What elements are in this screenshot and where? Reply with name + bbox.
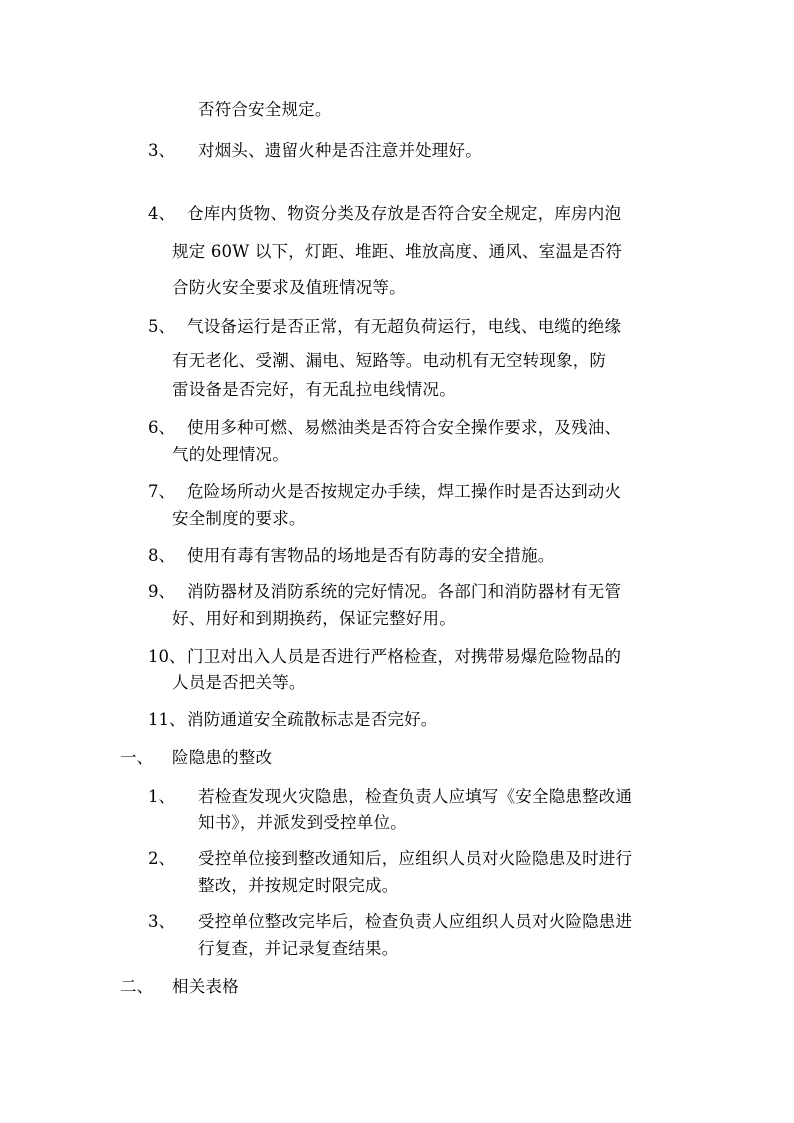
item-2-continuation: 否符合安全规定。 — [198, 100, 332, 119]
item-6-line-1: 使用多种可燃、易燃油类是否符合安全操作要求，及残油、 — [187, 418, 622, 437]
item-8-number: 8、 — [148, 546, 175, 565]
item-5-line-1: 气设备运行是否正常，有无超负荷运行，电线、电缆的绝缘 — [187, 317, 622, 336]
section-1-item-1-line-1: 若检查发现火灾隐患，检查负责人应填写《安全隐患整改通 — [198, 787, 633, 806]
item-7-number: 7、 — [148, 482, 175, 501]
section-1-item-1-line-2: 知书》，并派发到受控单位。 — [198, 813, 407, 832]
section-1-item-2-line-2: 整改，并按规定时限完成。 — [198, 876, 399, 895]
item-11-number: 11、 — [148, 710, 186, 729]
item-9-number: 9、 — [148, 582, 175, 601]
item-11-line-1: 消防通道安全疏散标志是否完好。 — [187, 710, 438, 729]
item-4-line-2: 规定 60W 以下，灯距、堆距、堆放高度、通风、室温是否符 — [172, 242, 623, 261]
item-10-line-2: 人员是否把关等。 — [172, 673, 306, 692]
item-10-number: 10、 — [148, 647, 186, 666]
section-1-item-1-number: 1、 — [148, 787, 175, 806]
item-9-line-2: 好、用好和到期换药，保证完整好用。 — [172, 609, 456, 628]
section-1-title: 险隐患的整改 — [172, 748, 273, 767]
item-10-line-1: 门卫对出入人员是否进行严格检查，对携带易爆危险物品的 — [187, 647, 622, 666]
section-2-title: 相关表格 — [172, 977, 239, 996]
item-5-line-2: 有无老化、受潮、漏电、短路等。电动机有无空转现象，防 — [172, 351, 607, 370]
item-5-number: 5、 — [148, 317, 175, 336]
section-2-number: 二、 — [120, 977, 153, 996]
item-3-line-1: 对烟头、遗留火种是否注意并处理好。 — [198, 141, 482, 160]
section-1-item-2-number: 2、 — [148, 849, 175, 868]
item-3-number: 3、 — [148, 141, 175, 160]
section-1-number: 一、 — [120, 748, 153, 767]
item-7-line-2: 安全制度的要求。 — [172, 509, 306, 528]
item-7-line-1: 危险场所动火是否按规定办手续，焊工操作时是否达到动火 — [187, 482, 622, 501]
item-4-line-1: 仓库内货物、物资分类及存放是否符合安全规定，库房内泡 — [187, 204, 622, 223]
section-1-item-2-line-1: 受控单位接到整改通知后，应组织人员对火险隐患及时进行 — [198, 849, 633, 868]
item-9-line-1: 消防器材及消防系统的完好情况。各部门和消防器材有无管 — [187, 582, 622, 601]
item-4-line-3: 合防火安全要求及值班情况等。 — [172, 278, 406, 297]
item-6-number: 6、 — [148, 418, 175, 437]
section-1-item-3-number: 3、 — [148, 912, 175, 931]
item-8-line-1: 使用有毒有害物品的场地是否有防毒的安全措施。 — [187, 546, 555, 565]
section-1-item-3-line-2: 行复查，并记录复查结果。 — [198, 939, 399, 958]
item-5-line-3: 雷设备是否完好，有无乱拉电线情况。 — [172, 380, 456, 399]
item-6-line-2: 气的处理情况。 — [172, 445, 289, 464]
item-4-number: 4、 — [148, 204, 175, 223]
section-1-item-3-line-1: 受控单位整改完毕后，检查负责人应组织人员对火险隐患进 — [198, 912, 633, 931]
